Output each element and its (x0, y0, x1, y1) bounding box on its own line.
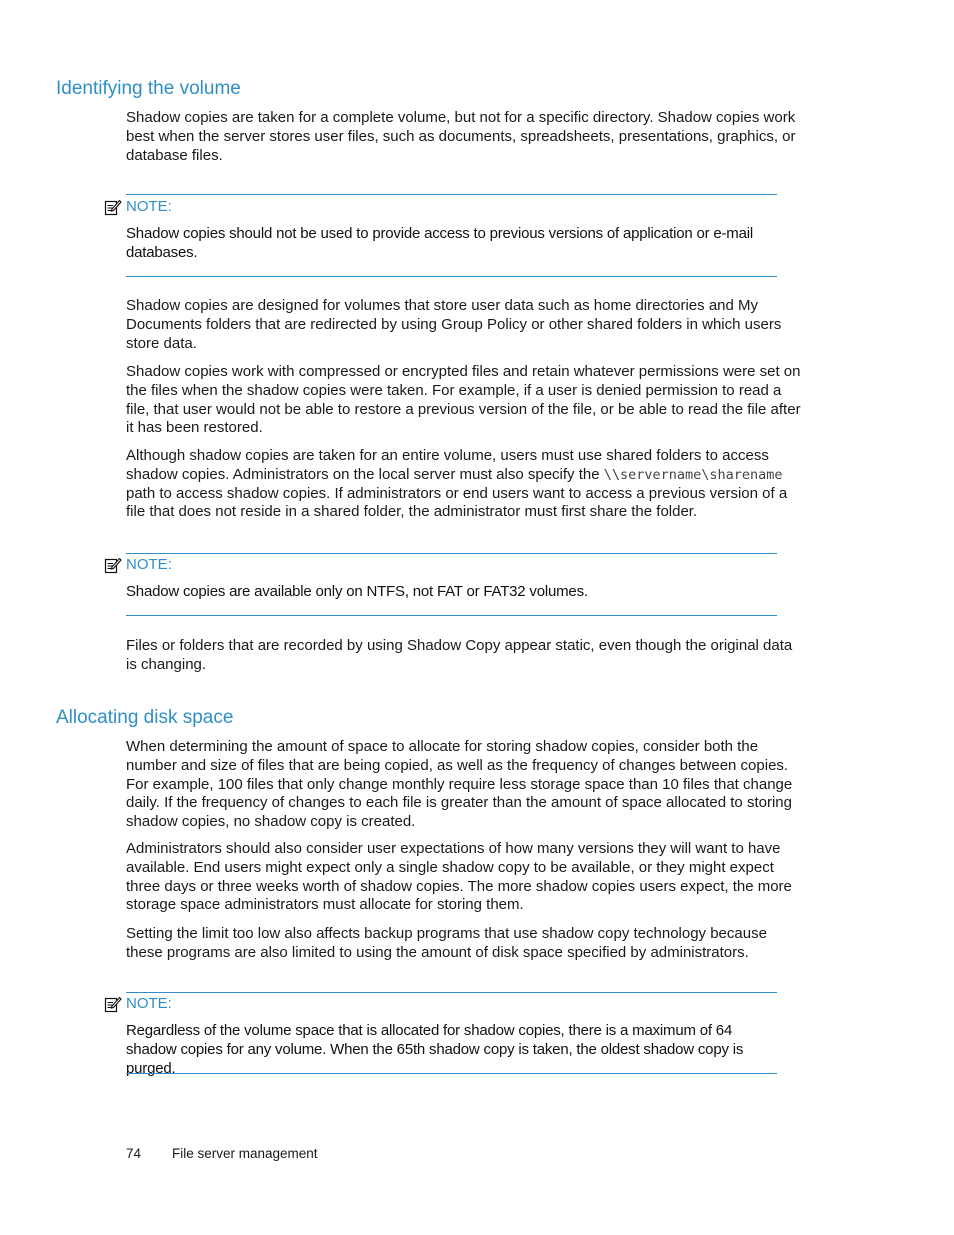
chapter-title: File server management (172, 1146, 318, 1161)
note-top-rule (126, 553, 777, 554)
paragraph: When determining the amount of space to allocate for storing shadow copies, consider both the number and size of files that are being copied, as well as the frequency of changes between copies. For example, 100 files that only change monthly require less storage space than 10 files that change daily. If the frequency of changes to each file is greater than the amount of space allocated to storing shadow copies, no shadow copy is created. (126, 738, 793, 831)
page-footer (126, 1146, 318, 1161)
note-top-rule (126, 194, 777, 195)
note-pencil-icon (104, 995, 122, 1013)
share-path-code: \\servername\sharename (603, 466, 783, 483)
paragraph-text: path to access shadow copies. If administrators or end users want to access a previous version of a file that does not reside in a shared folder, the administrator must first share the folder. (126, 484, 788, 521)
note-header (104, 556, 172, 574)
note-bottom-rule (126, 615, 777, 616)
note-top-rule (126, 992, 777, 993)
paragraph: Administrators should also consider user expectations of how many versions they will want to have available. End users might expect only a single shadow copy to be available, or they might expect three days or three weeks worth of shadow copies. The more shadow copies users expect, the more storage space administrators must allocate for storing them. (126, 840, 792, 914)
note-text: Shadow copies should not be used to provide access to previous versions of application or e-mail databases. (126, 225, 754, 261)
section-heading-allocating-disk-space: Allocating disk space (56, 707, 234, 728)
note-pencil-icon (104, 198, 122, 216)
note-bottom-rule (126, 1073, 777, 1074)
note-header (104, 198, 172, 216)
paragraph: Shadow copies are designed for volumes that store user data such as home directories and My Documents folders that are redirected by using Group Policy or other shared folders in which users store data. (126, 297, 782, 352)
paragraph: Shadow copies are taken for a complete volume, but not for a specific directory. Shadow copies work best when the server stores user files, such as documents, spreadsheets, presentations, graphics, or database files. (126, 109, 796, 164)
paragraph: Files or folders that are recorded by using Shadow Copy appear static, even though the original data is changing. (126, 637, 793, 673)
note-header (104, 995, 172, 1013)
note-label: NOTE: (126, 556, 172, 573)
page-number: 74 (126, 1146, 142, 1161)
note-text: Shadow copies are available only on NTFS, not FAT or FAT32 volumes. (126, 583, 588, 600)
note-label: NOTE: (126, 198, 172, 215)
note-pencil-icon (104, 556, 122, 574)
paragraph: Setting the limit too low also affects backup programs that use shadow copy technology because these programs are also limited to using the amount of disk space specified by administrators. (126, 925, 767, 961)
paragraph (126, 447, 804, 522)
note-bottom-rule (126, 276, 777, 277)
note-text: Regardless of the volume space that is allocated for shadow copies, there is a maximum of 64 shadow copies for any volume. When the 65th shadow copy is taken, the oldest shadow copy is purged. (126, 1022, 744, 1077)
paragraph-text: Although shadow copies are taken for an entire volume, users must use shared folders to access shadow copies. Administrators on the local server must also specify the (126, 447, 769, 483)
section-heading-identifying-volume: Identifying the volume (56, 78, 241, 99)
note-label: NOTE: (126, 995, 172, 1012)
paragraph: Shadow copies work with compressed or encrypted files and retain whatever permissions were set on the files when the shadow copies were taken. For example, if a user is denied permission to read a file, that user would not be able to restore a previous version of the file, or be able to read the file after it has been restored. (126, 363, 801, 437)
